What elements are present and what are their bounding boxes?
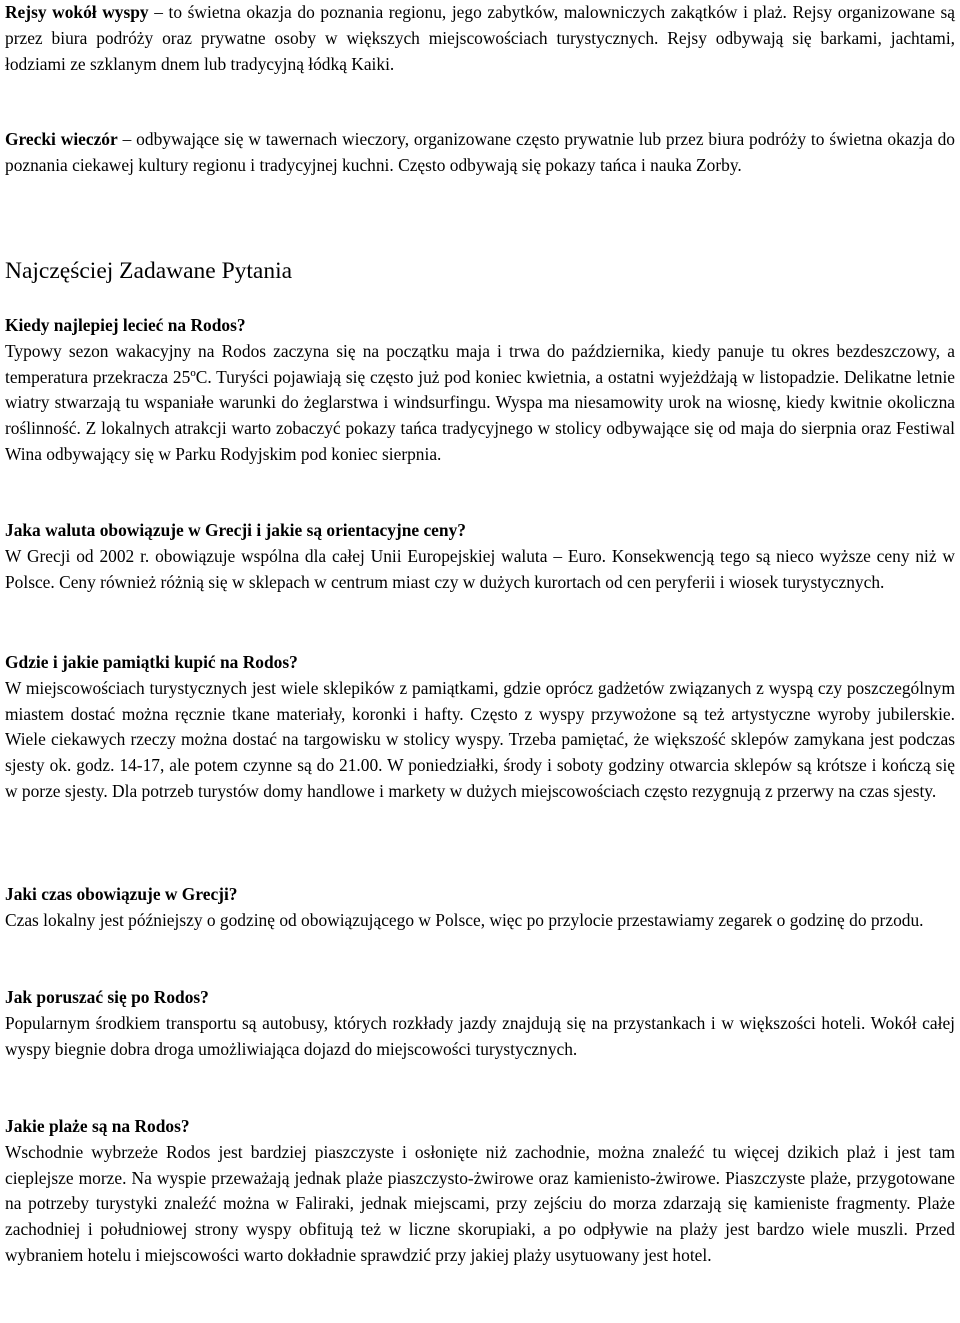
faq-answer: W Grecji od 2002 r. obowiązuje wspólna dla całej Unii Europejskiej waluta – Euro. Konsekwencją tego są nieco wyższe ceny niż w Polsce. Ceny również różnią się w sklepach w centrum miast czy w dużych kurortach od cen peryferii i wiosek turystycznych. bbox=[5, 545, 955, 592]
faq-item-transport bbox=[5, 985, 955, 1062]
intro-text-greek-evening: – odbywające się w tawernach wieczory, organizowane często prywatnie lub przez biura podróży to świetna okazja do poznania ciekawej kultury regionu i tradycyjnej kuchni. Często odbywają się pokazy tańca i nauka Zorby. bbox=[5, 129, 955, 175]
intro-lead-cruises: Rejsy wokół wyspy bbox=[5, 2, 149, 22]
faq-question: Jaki czas obowiązuje w Grecji? bbox=[5, 884, 238, 904]
faq-item-beaches bbox=[5, 1114, 955, 1269]
faq-item-currency bbox=[5, 518, 955, 595]
faq-item-souvenirs bbox=[5, 650, 955, 805]
faq-answer: Wschodnie wybrzeże Rodos jest bardziej piaszczyste i osłonięte niż zachodnie, można znaleźć tu więcej dzikich plaż i jest tam cieplejsze morze. Na wyspie przeważają jednak plaże piaszczysto-żwirowe oraz kamienisto-żwirowe. Piaszczyste plaże, przygotowane na potrzeby turystyki znaleźć można w Faliraki, jednak miejscami, przy zejściu do morza zdarzają się kamieniste fragmenty. Plaże zachodniej i południowej strony wyspy obfitują też w liczne skorupiaki, a po odpływie na plaży jest bardzo wiele muszli. Przed wybraniem hotelu i miejscowości warto dokładnie sprawdzić przy jakiej plaży usytuowany jest hotel. bbox=[5, 1141, 955, 1265]
intro-text-cruises: – to świetna okazja do poznania regionu, jego zabytków, malowniczych zakątków i plaż. Rejsy organizowane są przez biura podróży oraz prywatne osoby w większych miejscowościach turystycznych. Rejsy odbywają się barkami, jachtami, łodziami ze szklanym dnem lub tradycyjną łódką Kaiki. bbox=[5, 2, 956, 74]
faq-answer: W miejscowościach turystycznych jest wiele sklepików z pamiątkami, gdzie oprócz gadżetów związanych z wyspą czy poszczególnym miastem dostać można ręcznie tkane materiały, koronki i hafty. Często z wyspy przywożone są też artystyczne wyroby jubilerskie. Wiele ciekawych rzeczy można dostać na targowisku w stolicy wyspy. Trzeba pamiętać, że większość sklepów zamykana jest podczas sjesty ok. godz. 14-17, ale potem czynne są do 21.00. W poniedziałki, środy i soboty godziny otwarcia sklepów są krótsze i kończą się w porze sjesty. Dla potrzeb turystów domy handlowe i markety w dużych miejscowościach często rezygnują z przerwy na czas sjesty. bbox=[5, 677, 955, 801]
faq-item-time-zone bbox=[5, 882, 955, 934]
faq-question: Jaka waluta obowiązuje w Grecji i jakie są orientacyjne ceny? bbox=[5, 520, 466, 540]
faq-question: Gdzie i jakie pamiątki kupić na Rodos? bbox=[5, 652, 298, 672]
faq-question: Jak poruszać się po Rodos? bbox=[5, 987, 209, 1007]
intro-lead-greek-evening: Grecki wieczór bbox=[5, 129, 118, 149]
faq-answer: Popularnym środkiem transportu są autobusy, których rozkłady jazdy znajdują się na przystankach i w większości hoteli. Wokół całej wyspy biegnie dobra droga umożliwiająca dojazd do miejscowości turystycznych. bbox=[5, 1012, 955, 1059]
intro-paragraph-cruises bbox=[5, 0, 955, 77]
faq-question: Kiedy najlepiej lecieć na Rodos? bbox=[5, 315, 246, 335]
faq-item-best-time bbox=[5, 313, 955, 468]
faq-answer: Typowy sezon wakacyjny na Rodos zaczyna się na początku maja i trwa do października, kiedy panuje tu okres bezdeszczowy, a temperatura przekracza 25ºC. Turyści pojawiają się często już pod koniec kwietnia, a ostatni wyjeżdżają w listopadzie. Delikatne letnie wiatry stwarzają tu wspaniałe warunki do żeglarstwa i windsurfingu. Wyspa ma niesamowity urok na wiosnę, kiedy kwitnie okoliczna roślinność. Z lokalnych atrakcji warto zobaczyć pokazy tańca tradycyjnego w stolicy odbywające się od maja do sierpnia oraz Festiwal Wina odbywający się w Parku Rodyjskim pod koniec sierpnia. bbox=[5, 340, 955, 464]
intro-paragraph-greek-evening bbox=[5, 127, 955, 179]
faq-heading: Najczęściej Zadawane Pytania bbox=[5, 258, 293, 284]
faq-question: Jakie plaże są na Rodos? bbox=[5, 1116, 190, 1136]
faq-answer: Czas lokalny jest późniejszy o godzinę od obowiązującego w Polsce, więc po przylocie przestawiamy zegarek o godzinę do przodu. bbox=[5, 909, 924, 930]
